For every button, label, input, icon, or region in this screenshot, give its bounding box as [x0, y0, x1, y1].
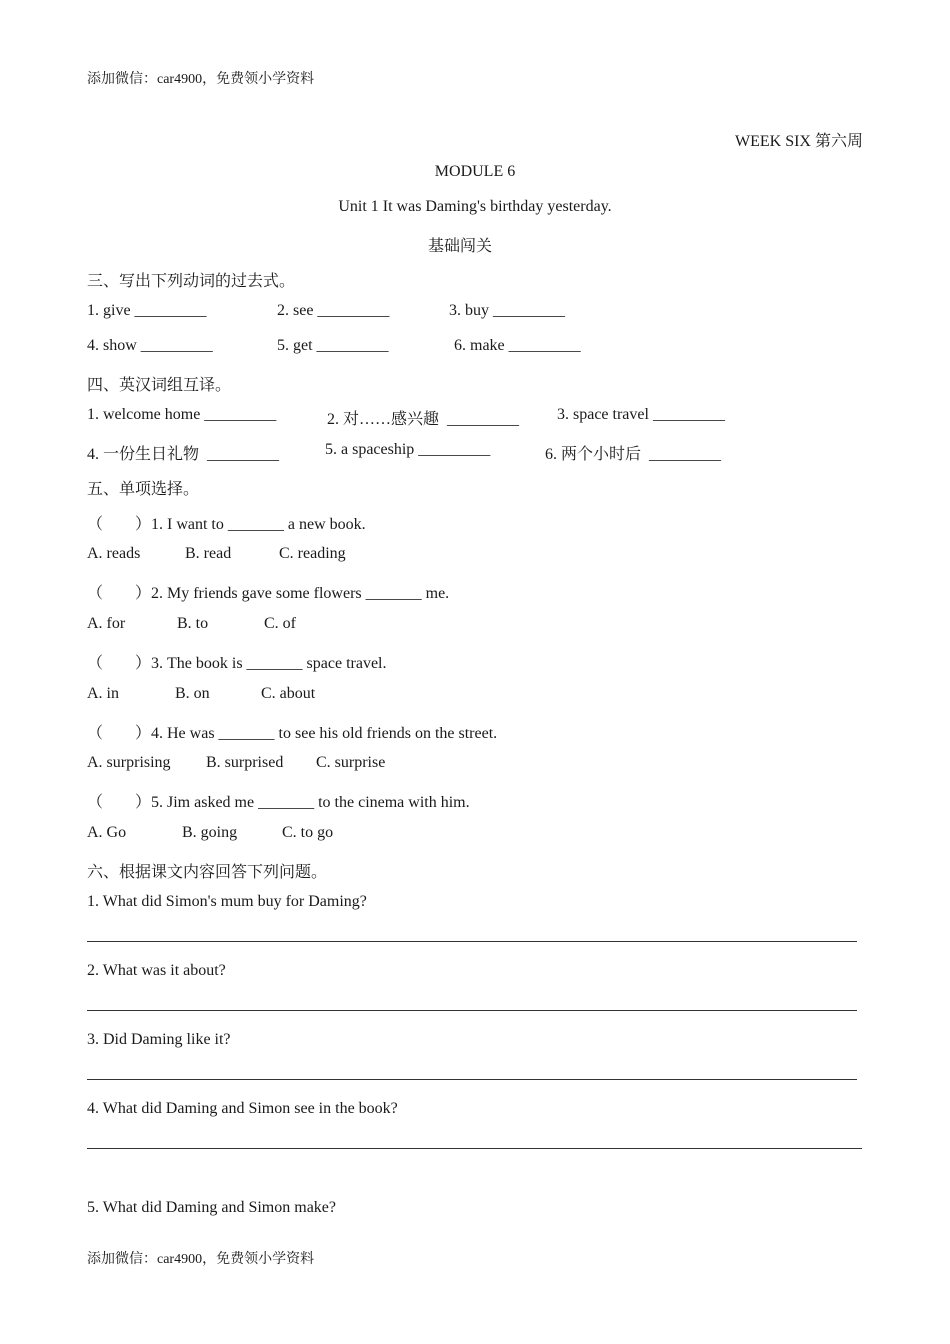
answer-line[interactable] [87, 1010, 857, 1011]
mc-option: C. of [264, 615, 296, 632]
mc-option: B. to [177, 615, 209, 632]
week-label: WEEK SIX 第六周 [735, 133, 863, 150]
qa-question: 3. Did Daming like it? [87, 1031, 231, 1048]
sec3-item: 5. get _________ [277, 337, 389, 354]
qa-question: 2. What was it about? [87, 962, 226, 979]
section-6-title: 六、根据课文内容回答下列问题。 [87, 864, 328, 881]
mc-question: （ ）2. My friends gave some flowers _______ me. [87, 585, 450, 602]
qa-question: 4. What did Daming and Simon see in the book? [87, 1100, 398, 1117]
mc-option: B. surprised [206, 754, 284, 771]
answer-line[interactable] [87, 1148, 862, 1149]
sec4-item: 4. 一份生日礼物 _________ [87, 446, 280, 463]
page-footer: 添加微信：car4900，免费领小学资料 [87, 1252, 315, 1267]
section-4-title: 四、英汉词组互译。 [87, 377, 232, 394]
mc-option: A. for [87, 615, 126, 632]
mc-option: C. surprise [316, 754, 386, 771]
sec3-item: 1. give _________ [87, 302, 207, 319]
mc-option: C. reading [279, 545, 346, 562]
sec4-item: 5. a spaceship _________ [325, 441, 491, 458]
mc-option: B. read [185, 545, 232, 562]
section-3-title: 三、写出下列动词的过去式。 [87, 273, 296, 290]
answer-line[interactable] [87, 941, 857, 942]
sec4-item: 3. space travel _________ [557, 406, 725, 423]
sec3-item: 4. show _________ [87, 337, 213, 354]
mc-option: A. Go [87, 824, 127, 841]
qa-question: 5. What did Daming and Simon make? [87, 1199, 336, 1216]
mc-option: C. to go [282, 824, 334, 841]
module-title: MODULE 6 [434, 163, 516, 180]
mc-option: A. surprising [87, 754, 171, 771]
sec4-item: 1. welcome home _________ [87, 406, 277, 423]
mc-question: （ ）4. He was _______ to see his old friends on the street. [87, 725, 498, 742]
answer-line[interactable] [87, 1079, 857, 1080]
page-header: 添加微信：car4900，免费领小学资料 [87, 72, 315, 87]
sec3-item: 2. see _________ [277, 302, 390, 319]
mc-question: （ ）5. Jim asked me _______ to the cinema with him. [87, 794, 470, 811]
mc-question: （ ）3. The book is _______ space travel. [87, 655, 387, 672]
sec3-item: 3. buy _________ [449, 302, 565, 319]
mc-question: （ ）1. I want to _______ a new book. [87, 516, 366, 533]
sec3-item: 6. make _________ [454, 337, 581, 354]
sec4-item: 2. 对……感兴趣 _________ [327, 411, 520, 428]
qa-question: 1. What did Simon's mum buy for Daming? [87, 893, 367, 910]
mc-option: A. reads [87, 545, 141, 562]
unit-title: Unit 1 It was Daming's birthday yesterday. [338, 198, 612, 215]
mc-option: A. in [87, 685, 119, 702]
mc-option: C. about [261, 685, 316, 702]
section-5-title: 五、单项选择。 [87, 481, 200, 498]
level-title: 基础闯关 [428, 238, 493, 255]
mc-option: B. on [175, 685, 210, 702]
mc-option: B. going [182, 824, 238, 841]
sec4-item: 6. 两个小时后 _________ [545, 446, 722, 463]
